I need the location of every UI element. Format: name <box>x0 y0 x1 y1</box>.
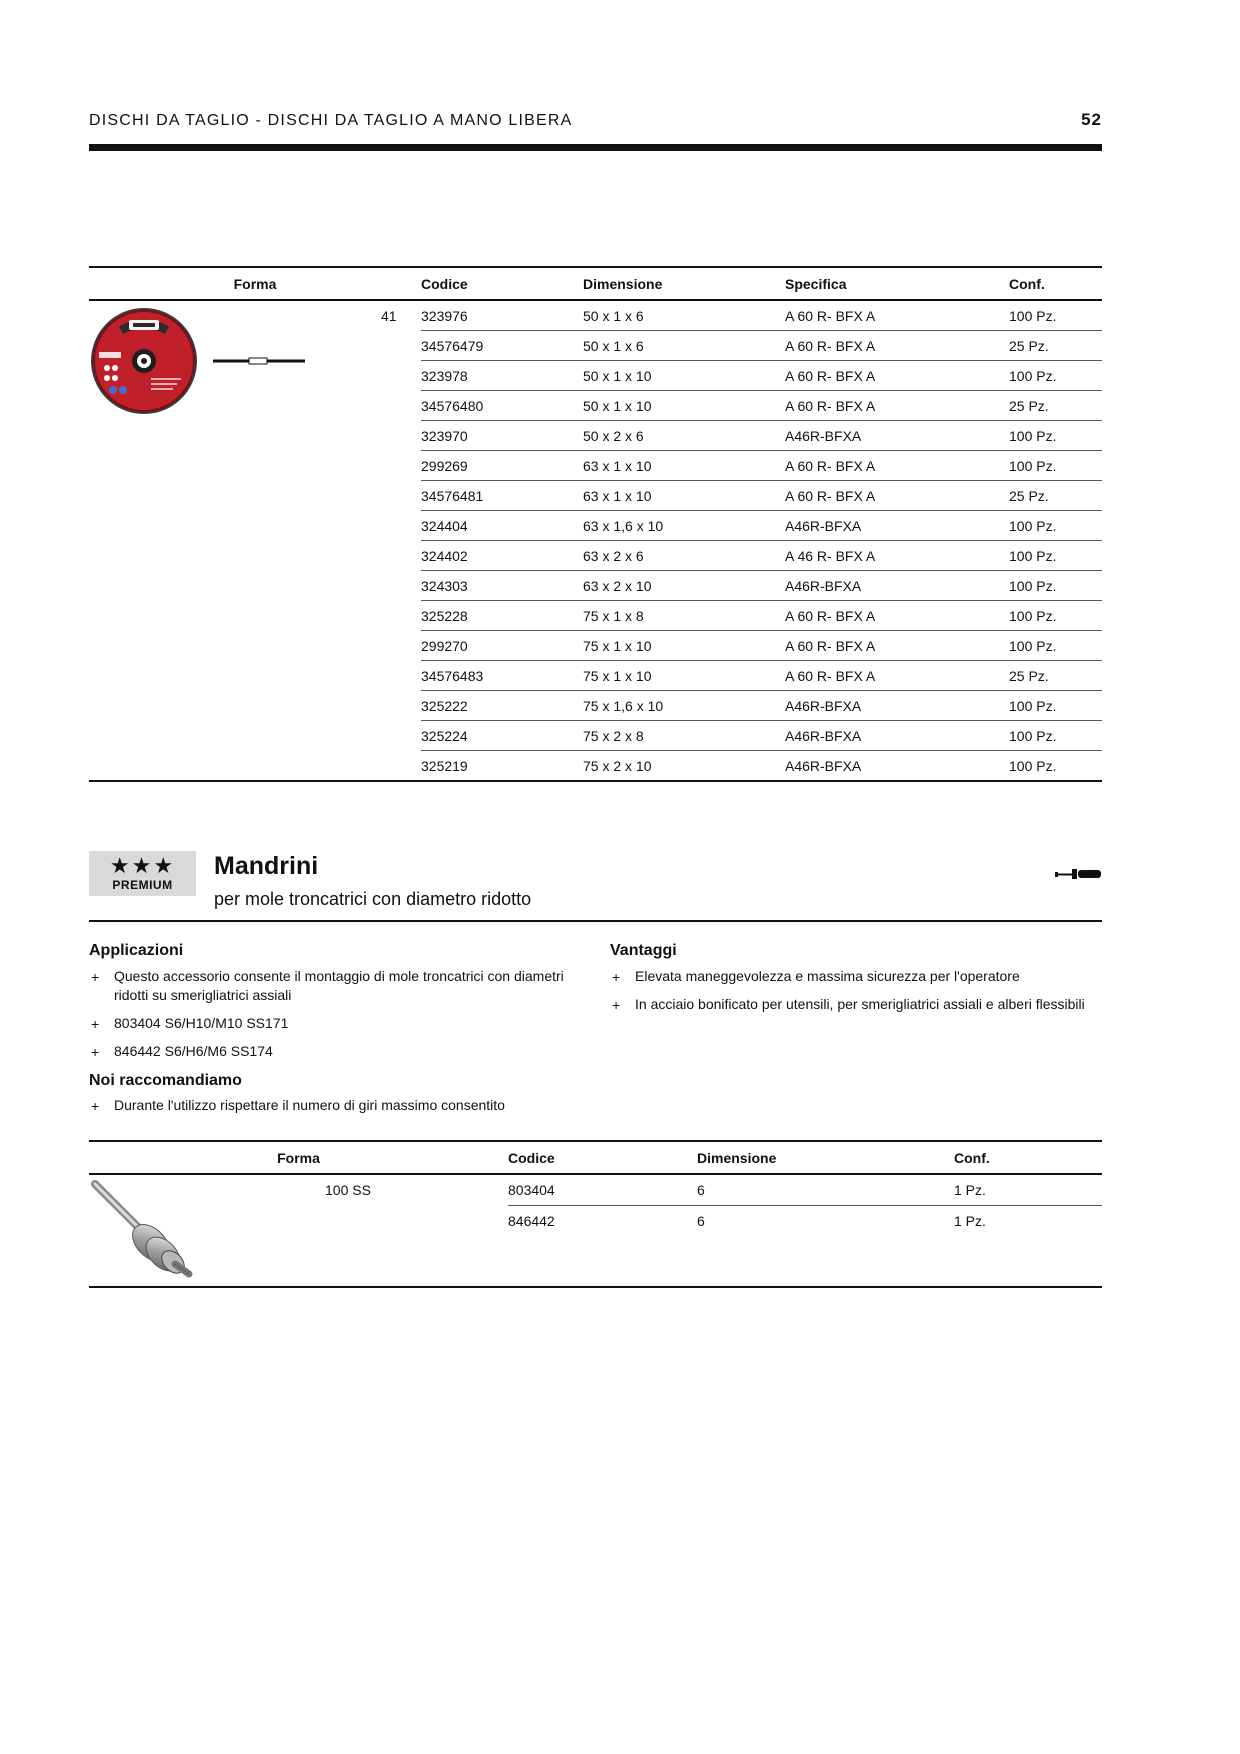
applicazioni-list <box>89 967 599 1070</box>
table-header-row <box>89 1141 1102 1174</box>
column-header-codice: Codice <box>421 267 583 300</box>
list-item-text: Elevata maneggevolezza e massima sicurezza per l'operatore <box>635 968 1020 984</box>
premium-label: PREMIUM <box>112 878 173 892</box>
specifica-cell: A 60 R- BFX A <box>785 661 1009 691</box>
column-header-codice: Codice <box>508 1141 697 1174</box>
conf-cell: 100 Pz. <box>1009 421 1102 451</box>
forma-image-cell <box>89 1174 325 1287</box>
codice-cell: 34576481 <box>421 481 583 511</box>
dimensione-cell: 63 x 2 x 6 <box>583 541 785 571</box>
stars-icon: ★★★ <box>109 853 176 878</box>
list-item <box>89 1096 789 1115</box>
plus-bullet-icon: + <box>91 1098 100 1114</box>
forma-image-cell <box>89 300 381 781</box>
dimensione-cell: 63 x 1 x 10 <box>583 451 785 481</box>
list-item-text: 803404 S6/H10/M10 SS171 <box>114 1015 289 1031</box>
plus-bullet-icon: + <box>612 969 621 985</box>
raccomandiamo-heading: Noi raccomandiamo <box>89 1072 242 1089</box>
column-header-forma: Forma <box>89 267 421 300</box>
dimensione-cell: 6 <box>697 1174 954 1206</box>
conf-cell: 100 Pz. <box>1009 300 1102 331</box>
conf-cell: 100 Pz. <box>1009 451 1102 481</box>
applicazioni-heading: Applicazioni <box>89 942 184 959</box>
specifica-cell: A 60 R- BFX A <box>785 300 1009 331</box>
conf-cell: 100 Pz. <box>1009 721 1102 751</box>
section-subtitle: per mole troncatrici con diametro ridotto <box>214 889 532 909</box>
vantaggi-list <box>610 967 1090 1023</box>
header-rule <box>89 144 1102 151</box>
codice-cell: 34576483 <box>421 661 583 691</box>
specifica-cell: A 60 R- BFX A <box>785 631 1009 661</box>
dimensione-cell: 75 x 1,6 x 10 <box>583 691 785 721</box>
conf-cell: 100 Pz. <box>1009 601 1102 631</box>
table-row <box>89 300 1102 331</box>
plus-bullet-icon: + <box>91 969 100 985</box>
codice-cell: 299269 <box>421 451 583 481</box>
plus-bullet-icon: + <box>91 1044 100 1060</box>
dimensione-cell: 50 x 1 x 6 <box>583 331 785 361</box>
plus-bullet-icon: + <box>91 1016 100 1032</box>
conf-cell: 25 Pz. <box>1009 391 1102 421</box>
specifica-cell: A 60 R- BFX A <box>785 391 1009 421</box>
dimensione-cell: 63 x 1,6 x 10 <box>583 511 785 541</box>
dimensione-cell: 75 x 2 x 10 <box>583 751 785 782</box>
codice-cell: 34576480 <box>421 391 583 421</box>
plus-bullet-icon: + <box>612 997 621 1013</box>
list-item <box>89 1042 599 1061</box>
table-header-row <box>89 267 1102 300</box>
specifica-cell: A46R-BFXA <box>785 691 1009 721</box>
specifica-cell: A46R-BFXA <box>785 721 1009 751</box>
codice-cell: 325228 <box>421 601 583 631</box>
column-header-dimensione: Dimensione <box>583 267 785 300</box>
premium-badge <box>89 851 196 896</box>
specifica-cell: A 60 R- BFX A <box>785 481 1009 511</box>
conf-cell: 25 Pz. <box>1009 661 1102 691</box>
forma-shape-number: 41 <box>381 300 421 781</box>
codice-cell: 325219 <box>421 751 583 782</box>
specifica-cell: A 60 R- BFX A <box>785 331 1009 361</box>
specifica-cell: A 60 R- BFX A <box>785 601 1009 631</box>
codice-cell: 325222 <box>421 691 583 721</box>
cutting-disc-table <box>89 266 1102 782</box>
page-header-title: DISCHI DA TAGLIO - DISCHI DA TAGLIO A MANO LIBERA <box>89 112 573 129</box>
conf-cell: 100 Pz. <box>1009 511 1102 541</box>
dimensione-cell: 50 x 1 x 10 <box>583 361 785 391</box>
conf-cell: 100 Pz. <box>1009 541 1102 571</box>
column-header-dimensione: Dimensione <box>697 1141 954 1174</box>
list-item-text: Durante l'utilizzo rispettare il numero di giri massimo consentito <box>114 1097 505 1113</box>
specifica-cell: A46R-BFXA <box>785 571 1009 601</box>
conf-cell: 1 Pz. <box>954 1174 1102 1206</box>
specifica-cell: A 46 R- BFX A <box>785 541 1009 571</box>
codice-cell: 323978 <box>421 361 583 391</box>
conf-cell: 100 Pz. <box>1009 691 1102 721</box>
conf-cell: 100 Pz. <box>1009 751 1102 782</box>
codice-cell: 325224 <box>421 721 583 751</box>
conf-cell: 25 Pz. <box>1009 481 1102 511</box>
column-header-forma: Forma <box>89 1141 508 1174</box>
list-item <box>89 967 599 1005</box>
codice-cell: 34576479 <box>421 331 583 361</box>
vantaggi-heading: Vantaggi <box>610 942 677 959</box>
conf-cell: 1 Pz. <box>954 1213 986 1230</box>
dimensione-cell: 50 x 2 x 6 <box>583 421 785 451</box>
conf-cell: 100 Pz. <box>1009 631 1102 661</box>
list-item <box>610 995 1090 1014</box>
mandrel-table <box>89 1140 1102 1288</box>
specifica-cell: A 60 R- BFX A <box>785 451 1009 481</box>
dimensione-cell: 6 <box>697 1213 705 1230</box>
codice-cell: 846442 <box>508 1213 555 1230</box>
column-header-conf: Conf. <box>954 1141 1102 1174</box>
section-title: Mandrini <box>214 852 319 880</box>
specifica-cell: A46R-BFXA <box>785 421 1009 451</box>
dimensione-cell: 75 x 1 x 8 <box>583 601 785 631</box>
mandrel-icon <box>1055 868 1103 880</box>
list-item <box>610 967 1090 986</box>
dimensione-cell: 75 x 1 x 10 <box>583 661 785 691</box>
list-item <box>89 1014 599 1033</box>
specifica-cell: A46R-BFXA <box>785 511 1009 541</box>
dimensione-cell: 63 x 2 x 10 <box>583 571 785 601</box>
list-item-text: Questo accessorio consente il montaggio di mole troncatrici con diametri ridotti su smerigliatrici assiali <box>114 968 564 1003</box>
dimensione-cell: 75 x 2 x 8 <box>583 721 785 751</box>
section-rule <box>89 920 1102 922</box>
codice-cell: 323976 <box>421 300 583 331</box>
dimensione-cell: 50 x 1 x 6 <box>583 300 785 331</box>
codice-cell: 324402 <box>421 541 583 571</box>
conf-cell: 25 Pz. <box>1009 331 1102 361</box>
list-item-text: In acciaio bonificato per utensili, per smerigliatrici assiali e alberi flessibili <box>635 996 1085 1012</box>
table-row <box>89 1174 1102 1206</box>
conf-cell: 100 Pz. <box>1009 361 1102 391</box>
codice-cell: 323970 <box>421 421 583 451</box>
mandrel-image <box>89 1178 204 1278</box>
specifica-cell: A46R-BFXA <box>785 751 1009 782</box>
codice-cell: 299270 <box>421 631 583 661</box>
page-number: 52 <box>1081 110 1102 129</box>
table-filler-cell <box>508 1236 1102 1287</box>
cutting-disc-image <box>89 306 199 416</box>
specifica-cell: A 60 R- BFX A <box>785 361 1009 391</box>
column-header-specifica: Specifica <box>785 267 1009 300</box>
forma-shape-number: 100 SS <box>325 1174 508 1287</box>
raccomandiamo-list <box>89 1096 789 1124</box>
disc-profile-icon <box>213 357 305 365</box>
codice-cell: 324303 <box>421 571 583 601</box>
column-header-conf: Conf. <box>1009 267 1102 300</box>
dimensione-cell: 63 x 1 x 10 <box>583 481 785 511</box>
dimensione-cell: 50 x 1 x 10 <box>583 391 785 421</box>
list-item-text: 846442 S6/H6/M6 SS174 <box>114 1043 273 1059</box>
codice-cell: 324404 <box>421 511 583 541</box>
dimensione-cell: 75 x 1 x 10 <box>583 631 785 661</box>
codice-cell: 803404 <box>508 1174 697 1206</box>
conf-cell: 100 Pz. <box>1009 571 1102 601</box>
